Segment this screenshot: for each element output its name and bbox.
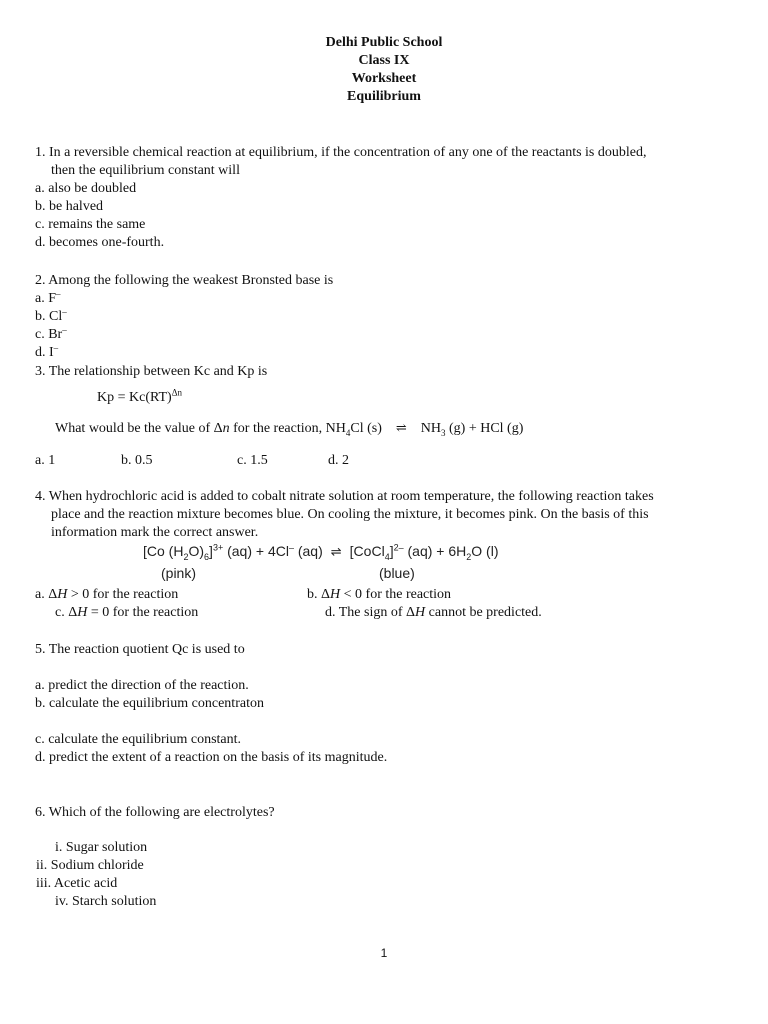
option-text: < 0 for the reaction bbox=[340, 587, 452, 602]
subscript: 6 bbox=[204, 551, 210, 562]
question-1-option-b: b. be halved bbox=[35, 199, 104, 214]
blue-label: (blue) bbox=[379, 565, 415, 581]
question-2 bbox=[35, 272, 333, 362]
pink-label: (pink) bbox=[161, 565, 197, 581]
question-1-option-a: a. also be doubled bbox=[35, 181, 137, 196]
question-5-options-ab bbox=[35, 677, 264, 713]
option-text: b. Δ bbox=[307, 587, 331, 602]
option-text: > 0 for the reaction bbox=[67, 587, 179, 602]
question-3-stem: 3. The relationship between Kc and Kp is bbox=[35, 364, 268, 379]
question-3-option-a: a. 1 bbox=[35, 453, 56, 468]
cobalt-equilibrium-equation bbox=[143, 543, 563, 585]
document-type: Worksheet bbox=[351, 71, 417, 86]
eq-part: ] bbox=[389, 543, 394, 559]
question-2-stem: 2. Among the following the weakest Bronsted base is bbox=[35, 273, 334, 288]
equation-color-labels bbox=[143, 565, 563, 583]
formula-exponent: Δn bbox=[171, 387, 182, 398]
subscript: 2 bbox=[466, 551, 472, 562]
eq-part: O (l) bbox=[471, 543, 499, 559]
question-5-options-cd bbox=[35, 731, 387, 767]
option-variable: H bbox=[57, 587, 68, 602]
worksheet-header bbox=[0, 34, 768, 106]
question-6 bbox=[35, 804, 275, 822]
reactant: Cl (s) bbox=[350, 421, 382, 436]
question-4 bbox=[35, 488, 654, 542]
prompt-text: for the reaction, NH bbox=[229, 421, 346, 436]
subscript: 2 bbox=[183, 551, 189, 562]
question-2-option-a bbox=[35, 290, 333, 308]
question-3-prompt bbox=[55, 419, 523, 437]
eq-part: [CoCl bbox=[349, 543, 385, 559]
option-text: c. Br bbox=[35, 327, 63, 342]
charge-superscript: – bbox=[56, 288, 61, 299]
eq-part: (aq) + 4Cl bbox=[223, 543, 289, 559]
option-text: cannot be predicted. bbox=[425, 605, 542, 620]
option-text: c. Δ bbox=[55, 605, 78, 620]
superscript: 3+ bbox=[212, 542, 224, 553]
equilibrium-arrow-icon: ⇌ bbox=[330, 544, 342, 559]
eq-part: ] bbox=[209, 543, 213, 559]
kp-kc-formula bbox=[97, 389, 182, 407]
equilibrium-arrow-icon: ⇌ bbox=[395, 420, 407, 435]
question-6-item-iii: iii. Acetic acid bbox=[36, 876, 118, 891]
question-6-item-i: i. Sugar solution bbox=[55, 840, 148, 855]
question-6-item-iv: iv. Starch solution bbox=[55, 894, 157, 909]
question-4-line2: place and the reaction mixture becomes blue. On cooling the mixture, it becomes pink. On the basis of this bbox=[51, 507, 649, 522]
question-3-option-b: b. 0.5 bbox=[121, 453, 153, 468]
question-4-line1: 4. When hydrochloric acid is added to cobalt nitrate solution at room temperature, the following reaction takes bbox=[35, 489, 654, 504]
option-variable: H bbox=[330, 587, 341, 602]
question-2-option-d bbox=[35, 344, 333, 362]
prompt-text: What would be the value of Δ bbox=[55, 421, 223, 436]
question-5-option-c: c. calculate the equilibrium constant. bbox=[35, 732, 242, 747]
eq-part: O) bbox=[188, 543, 205, 559]
class-label: Class IX bbox=[358, 53, 410, 68]
option-text: = 0 for the reaction bbox=[87, 605, 199, 620]
question-3 bbox=[35, 363, 267, 381]
school-name: Delhi Public School bbox=[325, 35, 443, 50]
eq-part: (aq) bbox=[293, 543, 323, 559]
option-text: d. The sign of Δ bbox=[325, 605, 416, 620]
formula-text: Kp = Kc(RT) bbox=[97, 390, 172, 405]
question-6-stem: 6. Which of the following are electrolytes? bbox=[35, 805, 275, 820]
charge-superscript: – bbox=[53, 342, 59, 353]
question-4-line3: information mark the correct answer. bbox=[51, 525, 259, 540]
equation-line bbox=[143, 543, 498, 560]
charge-superscript: – bbox=[62, 306, 67, 317]
question-6-item-ii: ii. Sodium chloride bbox=[36, 858, 144, 873]
question-2-option-b bbox=[35, 308, 333, 326]
eq-part: (aq) + 6H bbox=[403, 543, 467, 559]
question-4-option-d bbox=[325, 604, 542, 622]
question-5-stem: 5. The reaction quotient Qc is used to bbox=[35, 642, 245, 657]
question-4-option-a bbox=[35, 586, 178, 604]
topic-title: Equilibrium bbox=[347, 89, 421, 104]
option-text: d. I bbox=[35, 345, 54, 360]
question-5-option-a: a. predict the direction of the reaction. bbox=[35, 678, 249, 693]
page-number: 1 bbox=[380, 946, 388, 960]
option-text: a. Δ bbox=[35, 587, 58, 602]
subscript: 4 bbox=[345, 427, 351, 438]
question-3-option-c: c. 1.5 bbox=[237, 453, 268, 468]
question-4-option-b bbox=[307, 586, 451, 604]
subscript: 3 bbox=[441, 427, 446, 438]
charge-superscript: – bbox=[62, 324, 67, 335]
question-2-option-c bbox=[35, 326, 333, 344]
question-1 bbox=[35, 144, 647, 252]
eq-part: [Co (H bbox=[143, 543, 184, 559]
superscript: – bbox=[288, 542, 294, 553]
question-4-option-c bbox=[55, 604, 198, 622]
product: (g) + HCl (g) bbox=[445, 421, 524, 436]
subscript: 4 bbox=[384, 551, 390, 562]
question-5 bbox=[35, 641, 245, 659]
question-5-option-b: b. calculate the equilibrium concentraton bbox=[35, 696, 264, 711]
option-variable: H bbox=[415, 605, 426, 620]
option-text: b. Cl bbox=[35, 309, 63, 324]
question-3-options bbox=[35, 452, 735, 470]
question-1-stem-line2: then the equilibrium constant will bbox=[51, 163, 240, 178]
question-1-stem-line1: 1. In a reversible chemical reaction at equilibrium, if the concentration of any one of the reactants is doubled, bbox=[35, 145, 647, 160]
product: NH bbox=[420, 421, 441, 436]
prompt-variable: n bbox=[222, 421, 230, 436]
question-1-option-c: c. remains the same bbox=[35, 217, 146, 232]
superscript: 2– bbox=[393, 542, 404, 553]
question-5-option-d: d. predict the extent of a reaction on the basis of its magnitude. bbox=[35, 750, 388, 765]
question-6-items bbox=[35, 839, 156, 911]
question-1-option-d: d. becomes one-fourth. bbox=[35, 235, 165, 250]
question-4-options bbox=[35, 586, 735, 626]
option-text: a. F bbox=[35, 291, 56, 306]
option-variable: H bbox=[77, 605, 88, 620]
question-3-option-d: d. 2 bbox=[328, 453, 349, 468]
